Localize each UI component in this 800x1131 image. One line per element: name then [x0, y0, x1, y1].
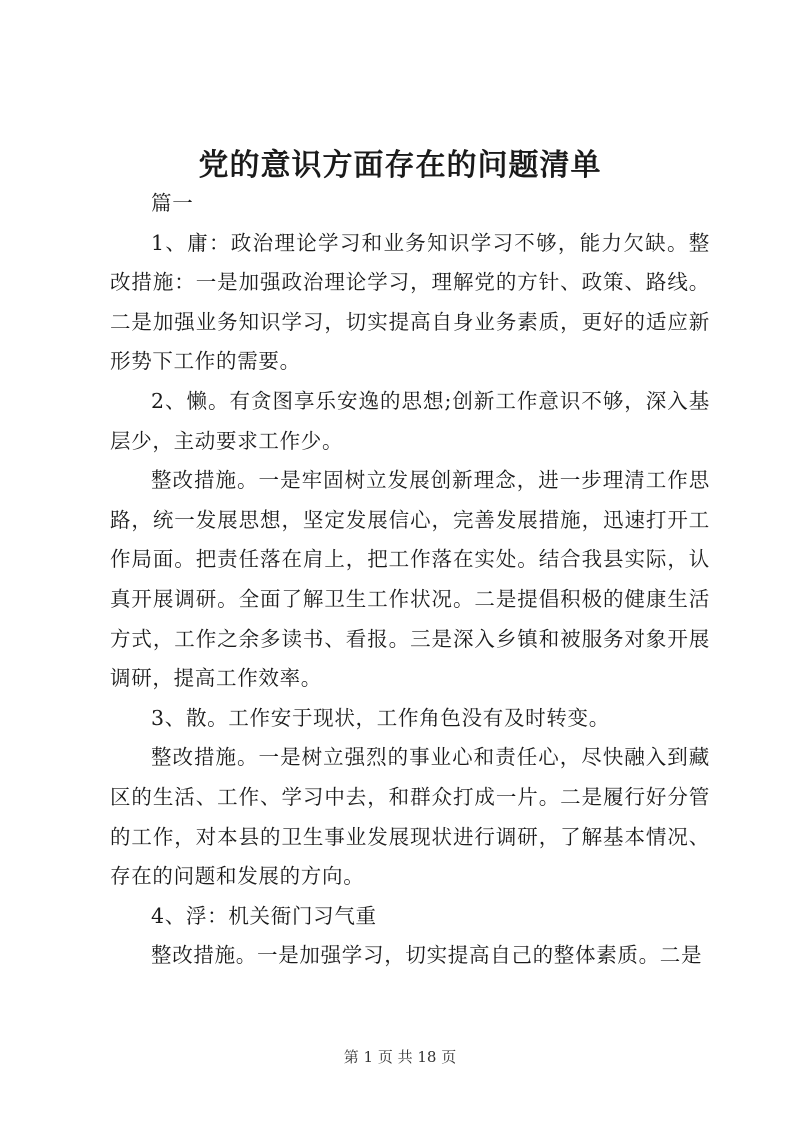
page-number-footer: 第 1 页 共 18 页 [343, 1048, 457, 1066]
paragraph-section-heading: 篇一 [151, 191, 194, 215]
paragraph-item-3: 3、散。工作安于现状，工作角色没有及时转变。 [151, 705, 610, 730]
paragraph-measures-3: 整改措施。一是树立强烈的事业心和责任心，尽快融入到藏区的生活、工作、学习中去，和群众打成一片。二是履行好分管的工作，对本县的卫生事业发展现状进行调研，了解基本情况、存在的问题和发展的方向。 [110, 745, 710, 889]
document-body [110, 184, 710, 976]
paragraph-measures-4: 整改措施。一是加强学习，切实提高自己的整体素质。二是 [151, 943, 703, 968]
paragraph-measures-2: 整改措施。一是牢固树立发展创新理念，进一步理清工作思路，统一发展思想，坚定发展信心，完善发展措施，迅速打开工作局面。把责任落在肩上，把工作落在实处。结合我县实际，认真开展调研。全面了解卫生工作状况。二是提倡积极的健康生活方式，工作之余多读书、看报。三是深入乡镇和被服务对象开展调研，提高工作效率。 [110, 468, 710, 691]
paragraph-item-4: 4、浮：机关衙门习气重 [151, 903, 377, 928]
paragraph-item-2: 2、懒。有贪图享乐安逸的思想;创新工作意识不够，深入基层少，主动要求工作少。 [110, 388, 710, 453]
document-title: 党的意识方面存在的问题清单 [198, 148, 602, 183]
paragraph-item-1: 1、庸：政治理论学习和业务知识学习不够，能力欠缺。整改措施：一是加强政治理论学习，理解党的方针、政策、路线。二是加强业务知识学习，切实提高自身业务素质，更好的适应新形势下工作的需要。 [110, 230, 710, 374]
